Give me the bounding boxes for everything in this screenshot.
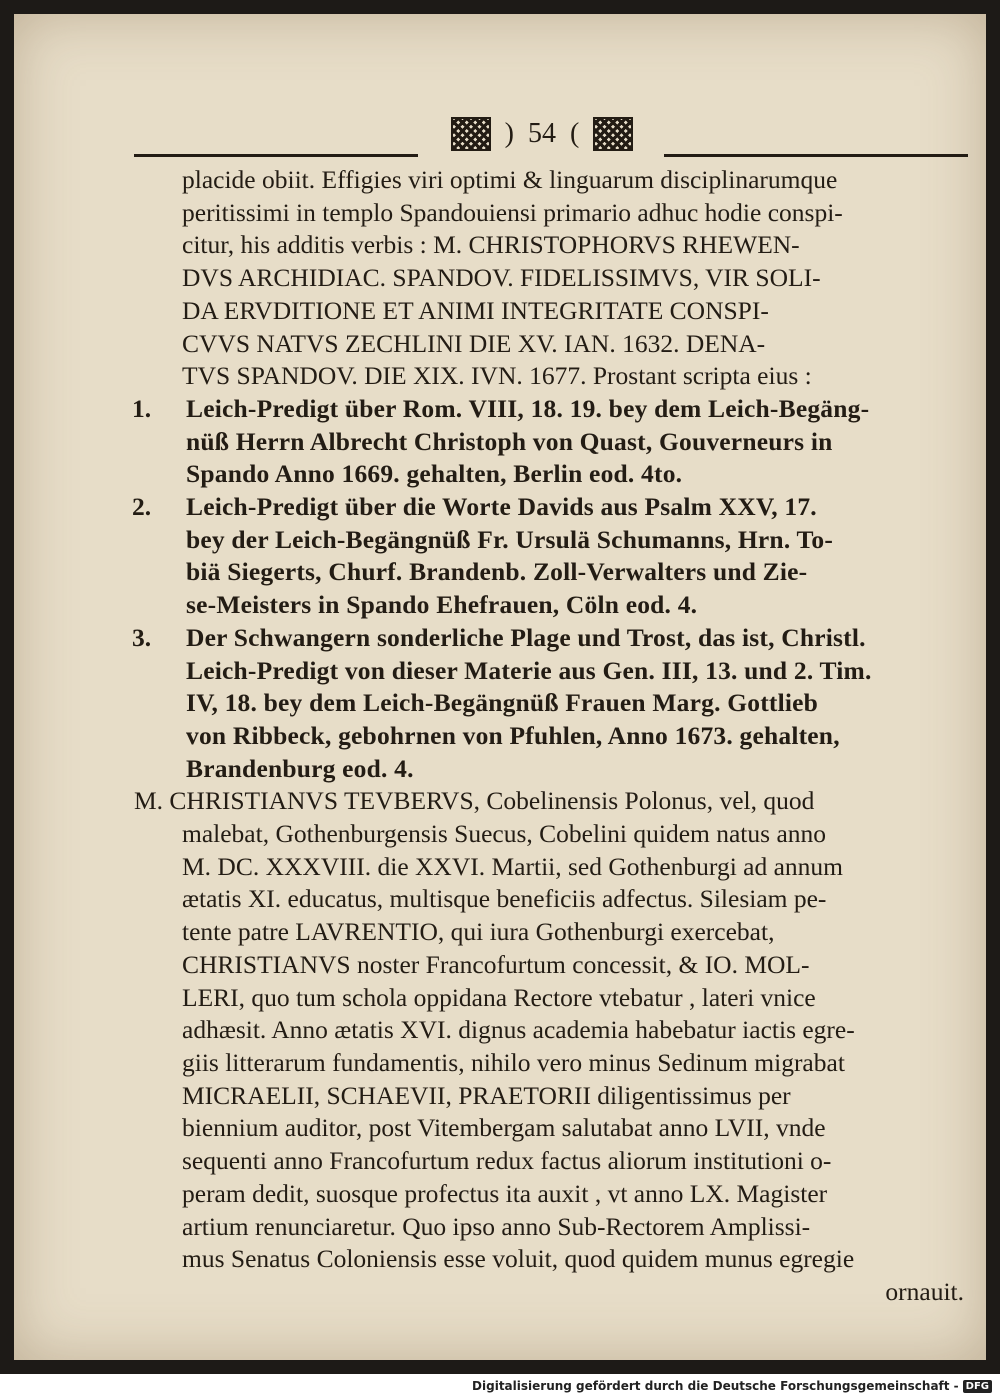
text-line: mus Senatus Coloniensis esse voluit, quod quidem munus egregie (182, 1244, 855, 1274)
header-right-bracket: ( (570, 118, 580, 149)
text-line: Spando Anno 1669. gehalten, Berlin eod. 4to. (186, 459, 683, 489)
dfg-logo-icon: DFG (963, 1380, 992, 1393)
text-line: DA ERVDITIONE ET ANIMI INTEGRITATE CONSPI- (182, 295, 769, 325)
page-body (134, 164, 974, 1309)
text-line: peram dedit, suosque profectus ita auxit , vt anno LX. Magister (182, 1178, 828, 1208)
text-line: giis litterarum fundamentis, nihilo vero minus Sedinum migrabat (182, 1047, 845, 1077)
text-line: Der Schwangern sonderliche Plage und Trost, das ist, Christl. (186, 622, 866, 652)
header-rule-right (664, 154, 968, 157)
text-line: Leich-Predigt über die Worte Davids aus Psalm XXV, 17. (186, 492, 817, 522)
item-number: 1. (132, 393, 152, 423)
text-line: DVS ARCHIDIAC. SPANDOV. FIDELISSIMVS, VIR SOLI- (182, 263, 821, 293)
text-line: LERI, quo tum schola oppidana Rectore vtebatur , lateri vnice (182, 982, 816, 1012)
text-line: artium renunciaretur. Quo ipso anno Sub-Rectorem Amplissi- (182, 1211, 811, 1241)
text-line: IV, 18. bey dem Leich-Begängnüß Frauen Marg. Gottlieb (186, 688, 819, 718)
text-line: Leich-Predigt über Rom. VIII, 18. 19. bey dem Leich-Begäng- (186, 393, 870, 423)
text-line: adhæsit. Anno ætatis XVI. dignus academia habebatur iactis egre- (182, 1015, 855, 1045)
item-number: 3. (132, 622, 152, 652)
list-item-1 (134, 393, 974, 491)
right-ornament-icon (593, 117, 633, 151)
page-header (422, 114, 662, 154)
text-line: CHRISTIANVS noster Francofurtum concessit, & IO. MOL- (182, 949, 810, 979)
text-line: Brandenburg eod. 4. (186, 753, 414, 783)
text-line: bey der Leich-Begängnüß Fr. Ursulä Schumanns, Hrn. To- (186, 524, 834, 554)
list-item-3 (134, 622, 974, 786)
text-line: ætatis XI. educatus, multisque beneficiis adfectus. Silesiam pe- (182, 884, 827, 914)
text-line: sequenti anno Francofurtum redux factus aliorum institutioni o- (182, 1146, 832, 1176)
text-line: Leich-Predigt von dieser Materie aus Gen. III, 13. und 2. Tim. (186, 655, 872, 685)
text-line: placide obiit. Effigies viri optimi & linguarum disciplinarumque (182, 165, 838, 194)
text-line: TVS SPANDOV. DIE XIX. IVN. 1677. Prostant scripta eius : (182, 361, 812, 391)
book-page (14, 14, 986, 1360)
text-line: CVVS NATVS ZECHLINI DIE XV. IAN. 1632. DENA- (182, 328, 766, 358)
text-line: biennium auditor, post Vitembergam salutabat anno LVII, vnde (182, 1113, 826, 1143)
page-number: 54 (528, 118, 556, 149)
text-line: malebat, Gothenburgensis Suecus, Cobelini quidem natus anno (182, 819, 827, 849)
header-rule-left (134, 154, 418, 157)
text-line: citur, his additis verbis : M. CHRISTOPHORVS RHEWEN- (182, 230, 800, 260)
left-ornament-icon (451, 117, 491, 151)
text-line: MICRAELII, SCHAEVII, PRAETORII diligentissimus per (182, 1080, 791, 1110)
text-line: biä Siegerts, Churf. Brandenb. Zoll-Verwalters und Zie- (186, 557, 808, 587)
digitization-footer (0, 1374, 1000, 1398)
item-number: 2. (132, 492, 152, 522)
text-line: von Ribbeck, gebohrnen von Pfuhlen, Anno 1673. gehalten, (186, 720, 840, 750)
text-line: nüß Herrn Albrecht Christoph von Quast, Gouverneurs in (186, 426, 833, 456)
text-line: tente patre LAVRENTIO, qui iura Gothenburgi exercebat, (182, 917, 775, 947)
text-line: M. CHRISTIANVS TEVBERVS, Cobelinensis Polonus, vel, quod (134, 786, 815, 816)
text-line: peritissimi in templo Spandouiensi primario adhuc hodie conspi- (182, 197, 843, 227)
text-line: M. DC. XXXVIII. die XXVI. Martii, sed Gothenburgi ad annum (182, 851, 844, 881)
list-item-2 (134, 491, 974, 622)
text-line-last: ornauit. (885, 1276, 964, 1306)
footer-text: Digitalisierung gefördert durch die Deutsche Forschungsgemeinschaft - (472, 1379, 959, 1393)
header-left-bracket: ) (504, 118, 514, 149)
text-line: se-Meisters in Spando Ehefrauen, Cöln eod. 4. (186, 590, 698, 620)
